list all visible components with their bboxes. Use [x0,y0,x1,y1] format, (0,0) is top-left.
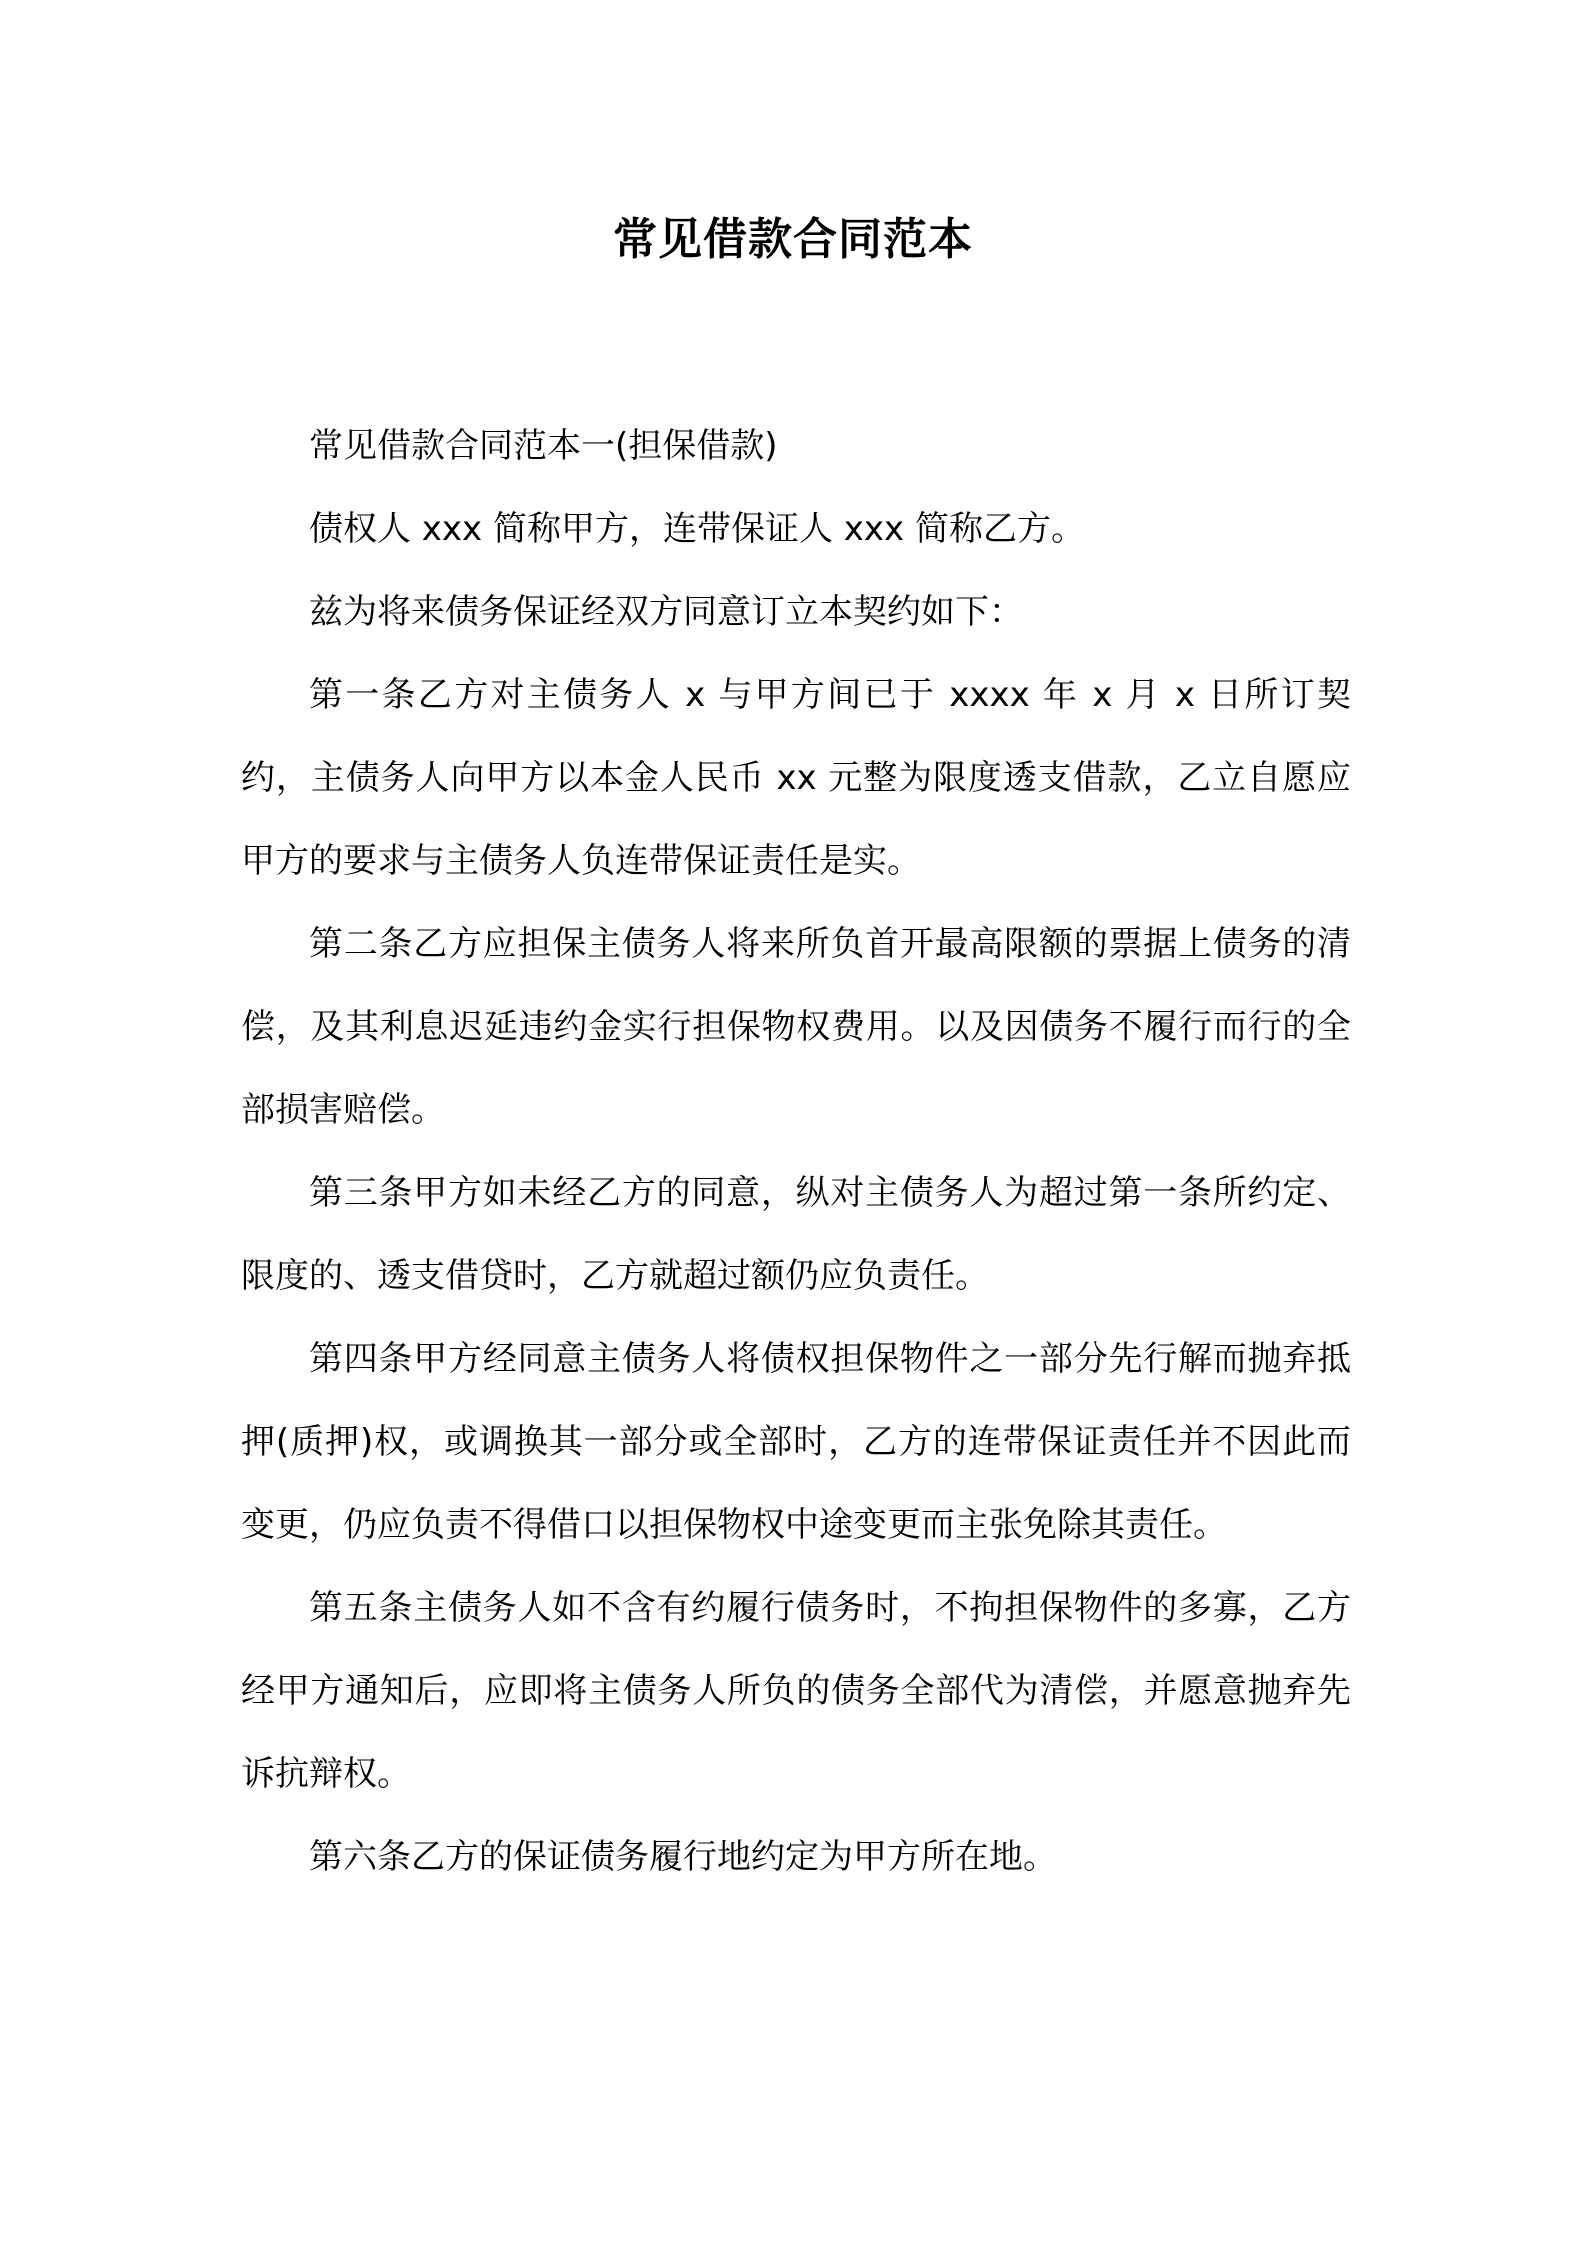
paragraph-article-6: 第六条乙方的保证债务履行地约定为甲方所在地。 [309,1837,1057,1877]
paragraph-article-1: 第一条乙方对主债务人 x 与甲方间已于 xxxx 年 x 月 x 日所订契约，主债务人向甲方以本金人民币 xx 元整为限度透支借款，乙立自愿应甲方的要求与主债务人负连带保证责任是实。 [241,675,1351,881]
paragraph-parties: 债权人 xxx 简称甲方，连带保证人 xxx 简称乙方。 [309,509,1085,549]
paragraph-article-4: 第四条甲方经同意主债务人将债权担保物件之一部分先行解而抛弃抵押(质押)权，或调换其一部分或全部时，乙方的连带保证责任并不因此而变更，仍应负责不得借口以担保物权中途变更而主张免除其责任。 [241,1339,1351,1545]
paragraph-article-5: 第五条主债务人如不含有约履行债务时，不拘担保物件的多寡，乙方经甲方通知后，应即将主债务人所负的债务全部代为清偿，并愿意抛弃先诉抗辩权。 [241,1588,1351,1794]
paragraph-article-2: 第二条乙方应担保主债务人将来所负首开最高限额的票据上债务的清偿，及其利息迟延违约金实行担保物权费用。以及因债务不履行而行的全部损害赔偿。 [241,924,1351,1130]
paragraph-subtitle: 常见借款合同范本一(担保借款) [309,426,778,466]
paragraph-preamble: 兹为将来债务保证经双方同意订立本契约如下： [309,592,1023,632]
document-body [241,405,1351,1899]
document-title: 常见借款合同范本 [613,214,973,265]
paragraph-article-3: 第三条甲方如未经乙方的同意，纵对主债务人为超过第一条所约定、限度的、透支借贷时，乙方就超过额仍应负责任。 [241,1173,1351,1296]
